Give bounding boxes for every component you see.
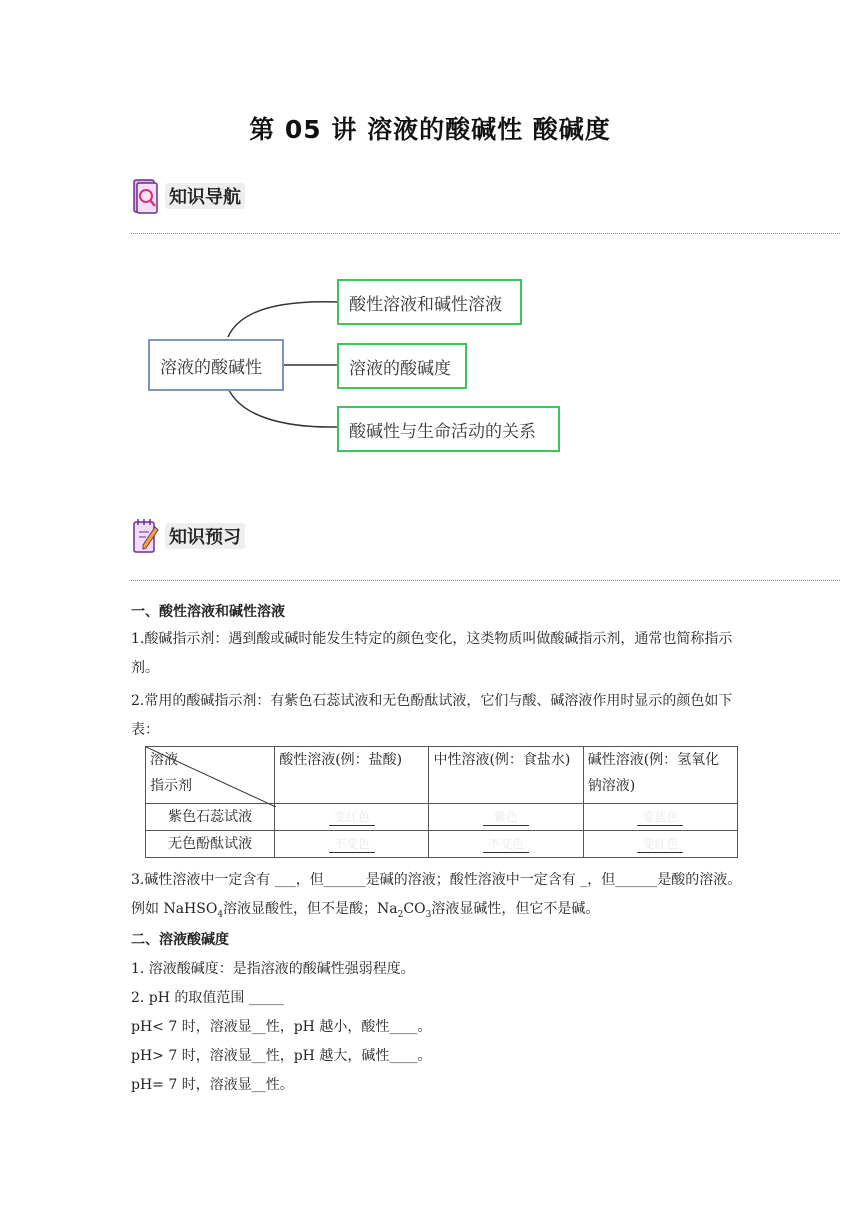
- section-header-nav: [131, 174, 245, 218]
- table-header: 中性溶液(例：食盐水): [429, 747, 583, 804]
- section-header-preview: [131, 514, 245, 558]
- paragraph-common-indicators: 2.常用的酸碱指示剂：有紫色石蕊试液和无色酚酞试液，它们与酸、碱溶液作用时显示的颜色如下表：: [131, 693, 733, 738]
- row-label: 紫色石蕊试液: [146, 804, 275, 831]
- table-corner-cell: [146, 747, 275, 804]
- table-cell: [583, 831, 737, 858]
- table-row: [146, 747, 738, 804]
- page-title: 第 05 讲 溶液的酸碱性 酸碱度: [249, 115, 611, 144]
- mindmap-node-ph: 溶液的酸碱度: [337, 343, 467, 389]
- paragraph-indicator-definition: 1.酸碱指示剂：遇到酸或碱时能发生特定的颜色变化，这类物质叫做酸碱指示剂，通常也简称指示剂。: [131, 631, 733, 676]
- table-cell: [429, 831, 583, 858]
- row-label: 无色酚酞试液: [146, 831, 275, 858]
- table-row: [146, 831, 738, 858]
- answer-blank: 变蓝色: [637, 809, 683, 826]
- answer-blank: 不变色: [483, 836, 529, 853]
- line-ph-definition: 1. 溶液酸碱度：是指溶液的酸碱性强弱程度。: [131, 961, 415, 977]
- corner-top-label: 溶液: [150, 752, 178, 768]
- section-title-nav: 知识导航: [165, 183, 245, 209]
- line-ph-range: 2. pH 的取值范围 _____: [131, 990, 284, 1006]
- heading-part1: 一、酸性溶液和碱性溶液: [131, 604, 285, 620]
- paragraph-ions: 3.碱性溶液中一定含有 ___，但______是碱的溶液；酸性溶液中一定含有 _，但______是酸的溶液。例如 NaHSO$_4$溶液显酸性，但不是酸；$Na_2CO_3$溶液显碱性，但它不是碱。: [131, 872, 742, 920]
- section-title-preview: 知识预习: [165, 523, 245, 549]
- answer-blank: 不变色: [329, 836, 375, 853]
- table-cell: [429, 804, 583, 831]
- magnifier-book-icon: [131, 177, 159, 215]
- table-cell: [583, 804, 737, 831]
- diagonal-line: [146, 747, 276, 807]
- table-cell: [275, 804, 429, 831]
- mindmap-node-life-activity: 酸碱性与生命活动的关系: [337, 406, 560, 452]
- indicator-table: [145, 746, 738, 858]
- notepad-pencil-icon: [131, 517, 159, 555]
- corner-bottom-label: 指示剂: [150, 778, 192, 794]
- table-row: [146, 804, 738, 831]
- heading-part2: 二、溶液酸碱度: [131, 932, 229, 948]
- mindmap-root: 溶液的酸碱性: [148, 339, 284, 391]
- answer-blank: 紫色: [483, 809, 529, 826]
- answer-blank: 变红色: [329, 809, 375, 826]
- mindmap-node-acid-base-solutions: 酸性溶液和碱性溶液: [337, 279, 522, 325]
- line-ph-acidic: pH< 7 时，溶液显__性，pH 越小，酸性____。: [131, 1019, 432, 1035]
- line-ph-neutral: pH= 7 时，溶液显__性。: [131, 1077, 294, 1093]
- divider: [131, 233, 840, 234]
- table-cell: [275, 831, 429, 858]
- table-header: 碱性溶液(例：氢氧化钠溶液): [583, 747, 737, 804]
- answer-blank: 变红色: [637, 836, 683, 853]
- line-ph-basic: pH> 7 时，溶液显__性，pH 越大，碱性____。: [131, 1048, 432, 1064]
- divider: [131, 580, 840, 581]
- table-header: 酸性溶液(例：盐酸): [275, 747, 429, 804]
